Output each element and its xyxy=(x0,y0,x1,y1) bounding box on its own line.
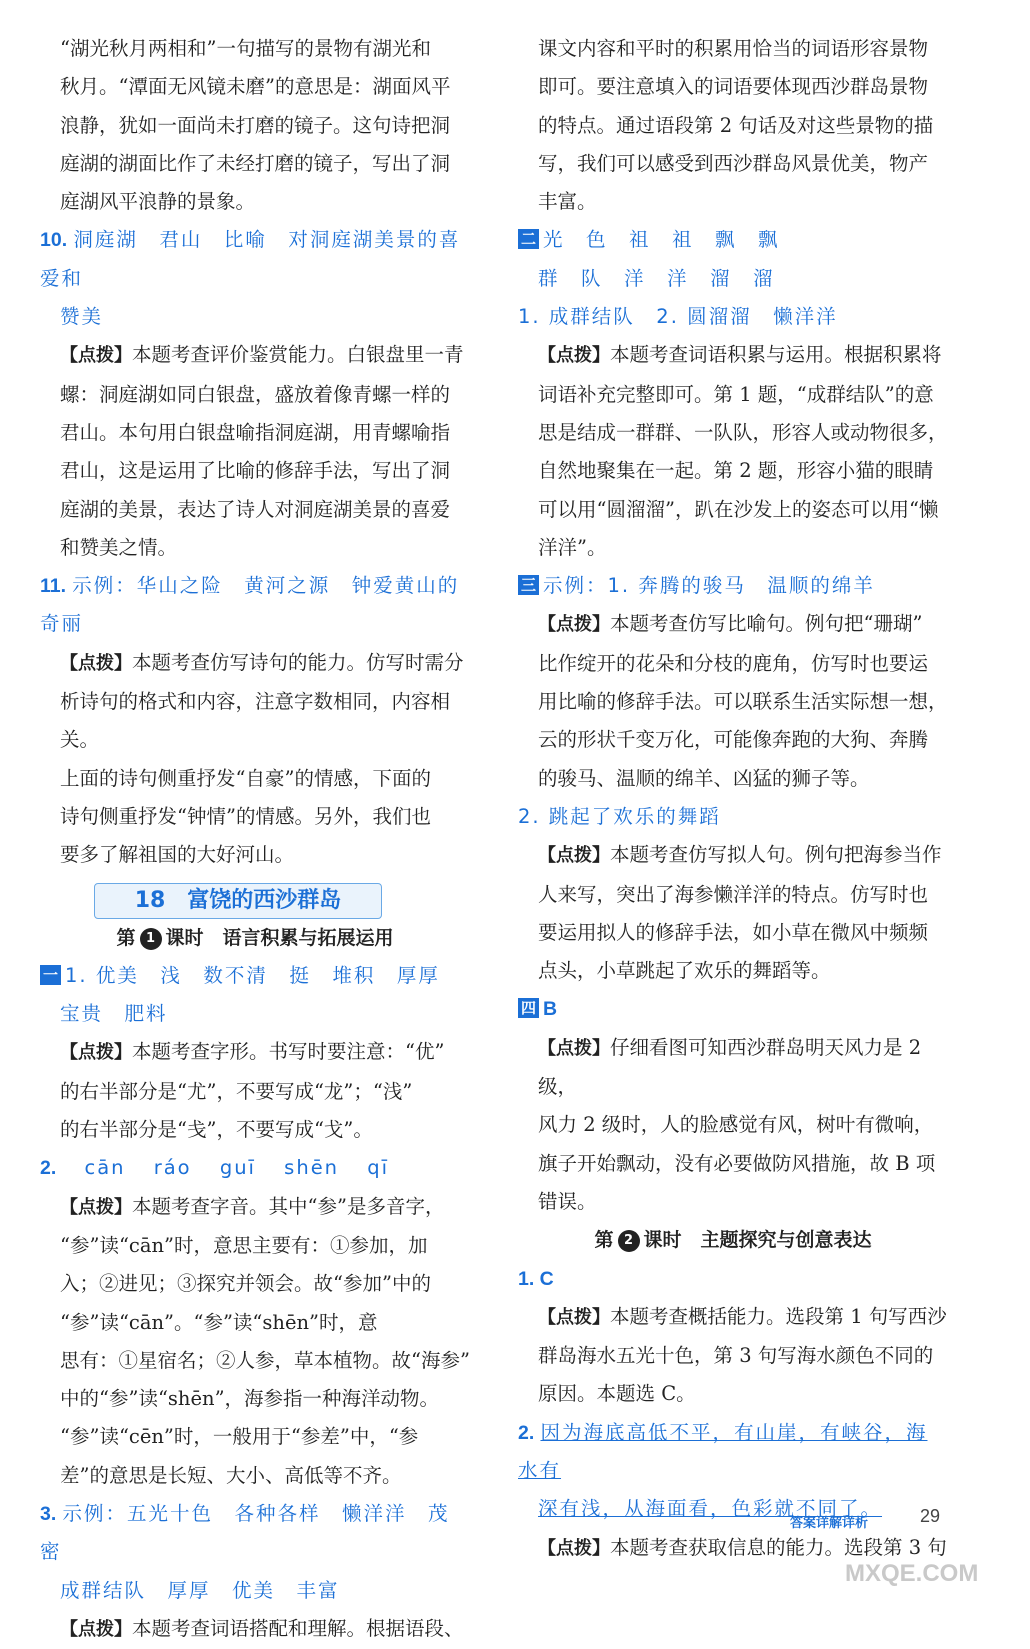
text-line: 和赞美之情。 xyxy=(60,535,178,559)
text-line: “参”读“cān”。“参”读“shēn”时，意 xyxy=(60,1310,378,1334)
text-line: 可以用“圆溜溜”，趴在沙发上的姿态可以用“懒 xyxy=(538,497,939,521)
answer-text: 1. 成群结队 2. 圆溜溜 懒洋洋 xyxy=(518,305,838,329)
section-2-answer xyxy=(518,221,948,259)
text-line: 课文内容和平时的积累用恰当的词语形容景物 xyxy=(538,37,929,60)
text-line: 的右半部分是“尤”，不要写成“龙”；“浅” xyxy=(60,1079,413,1103)
lesson-2-heading xyxy=(518,1221,948,1259)
answer-text: 成群结队 厚厚 优美 丰富 xyxy=(60,1578,340,1602)
section-1-q1 xyxy=(40,957,470,995)
text-line: 本题考查仿写诗句的能力。仿写时需分 xyxy=(132,650,464,674)
answer-text: 2. 跳起了欢乐的舞蹈 xyxy=(518,804,721,828)
sec3-explanation xyxy=(518,605,948,644)
q10-explanation xyxy=(40,336,470,375)
text-line: 君山，这是运用了比喻的修辞手法，写出了洞 xyxy=(60,459,451,483)
pinyin-answer: cān xyxy=(84,1156,126,1180)
text-line: 本题考查评价鉴赏能力。白银盘里一青 xyxy=(132,343,464,367)
section-badge: 二 xyxy=(518,229,539,249)
text-line: 原因。本题选 C。 xyxy=(538,1382,696,1406)
hint-tag: 【点拨】 xyxy=(538,1537,610,1559)
question-number: 2. xyxy=(40,1157,57,1180)
section-badge: 四 xyxy=(518,998,539,1018)
text-line: 的右半部分是“戋”，不要写成“戈”。 xyxy=(60,1118,373,1142)
page-number: 29 xyxy=(920,1506,941,1526)
text-line: 上面的诗句侧重抒发“自豪”的情感，下面的 xyxy=(60,766,431,790)
text-line: 本题考查获取信息的能力。选段第 3 句 xyxy=(610,1535,947,1559)
question-number: 2. xyxy=(518,1421,535,1444)
text-line: 群岛海水五光十色，第 3 句写海水颜色不同的 xyxy=(538,1344,934,1368)
hint-tag: 【点拨】 xyxy=(60,1618,132,1640)
answer-text: 因为海底高低不平，有山崖，有峡谷，海水有 xyxy=(518,1420,928,1482)
q10-answer xyxy=(40,221,470,298)
text-line: 本题考查字音。其中“参”是多音字， xyxy=(132,1194,445,1218)
text-line: 析诗句的格式和内容，注意字数相同，内容相关。 xyxy=(60,690,451,752)
text-line: 写，我们可以感受到西沙群岛风景优美，物产 xyxy=(538,151,929,175)
text-line: 庭湖风平浪静的景象。 xyxy=(60,190,256,214)
answer-text: 赞美 xyxy=(60,305,104,329)
hint-tag: 【点拨】 xyxy=(538,845,610,867)
text-line: “湖光秋月两相和”一句描写的景物有湖光和 xyxy=(60,37,431,60)
text-line: 君山。本句用白银盘喻指洞庭湖，用青螺喻指 xyxy=(60,420,451,444)
lesson-title-banner: 18 富饶的西沙群岛 xyxy=(94,883,382,919)
question-number: 10. xyxy=(40,229,68,252)
text-line: 旗子开始飘动，没有必要做防风措施，故 B 项 xyxy=(538,1151,936,1175)
text-line: 入；②进见；③探究并领会。故“参加”中的 xyxy=(60,1272,431,1296)
text-line: 洋洋”。 xyxy=(538,535,607,559)
text-line: “参”读“cān”时，意思主要有：①参加，加 xyxy=(60,1233,428,1257)
answer-text: 示例：五光十色 各种各样 懒洋洋 茂密 xyxy=(40,1501,450,1564)
text-line: 本题考查仿写比喻句。例句把“珊瑚” xyxy=(610,612,923,636)
text-line: 庭湖的湖面比作了未经打磨的镜子，写出了洞 xyxy=(60,151,451,175)
l2q2-answer xyxy=(518,1414,948,1491)
lesson-1-heading xyxy=(40,919,470,957)
text-line: 丰富。 xyxy=(538,190,597,214)
text-line: 庭湖的美景，表达了诗人对洞庭湖美景的喜爱 xyxy=(60,497,451,521)
sec2-explanation xyxy=(518,336,948,375)
s1q2-explanation xyxy=(40,1188,470,1227)
text-line: 词语补充完整即可。第 1 题，“成群结队”的意 xyxy=(538,382,934,406)
answer-text: 示例：华山之险 黄河之源 钟爱黄山的奇丽 xyxy=(40,574,460,636)
question-number: 3. xyxy=(40,1502,57,1525)
text-line: 诗句侧重抒发“钟情”的情感。另外，我们也 xyxy=(60,804,431,828)
answer-text: 宝贵 肥料 xyxy=(60,1002,168,1026)
text-line: 点头，小草跳起了欢乐的舞蹈等。 xyxy=(538,959,831,983)
answer-text: 1. C xyxy=(518,1267,554,1290)
footer-label: 答案详解详析 xyxy=(790,1516,869,1531)
answer-text: 1. 优美 浅 数不清 挺 堆积 厚厚 xyxy=(65,963,440,987)
text-line: 比作绽开的花朵和分枝的鹿角，仿写时也要运 xyxy=(538,651,929,675)
text-line: 仔细看图可知西沙群岛明天风力是 2 级， xyxy=(538,1035,922,1099)
text-line: 螺：洞庭湖如同白银盘，盛放着像青螺一样的 xyxy=(60,382,451,406)
text-line: 自然地聚集在一起。第 2 题，形容小猫的眼睛 xyxy=(538,459,934,483)
pinyin-answer: qī xyxy=(367,1156,390,1180)
s1q1-explanation xyxy=(40,1033,470,1072)
answer-text: 深有浅，从海面看，色彩就不同了。 xyxy=(538,1497,883,1521)
section-4-answer xyxy=(518,990,948,1028)
text-line: 本题考查词语积累与运用。根据积累将 xyxy=(610,343,942,367)
text-line: 差”的意思是长短、大小、高低等不齐。 xyxy=(60,1463,402,1487)
text-line: 浪静，犹如一面尚未打磨的镜子。这句诗把洞 xyxy=(60,113,451,137)
text-line: 要运用拟人的修辞手法，如小草在微风中频频 xyxy=(538,920,929,944)
text-line: 本题考查词语搭配和理解。根据语段、 xyxy=(132,1616,464,1640)
text-line: 本题考查仿写拟人句。例句把海参当作 xyxy=(610,843,942,867)
section-badge: 一 xyxy=(40,965,61,985)
q11-explanation xyxy=(40,644,470,683)
text-line: 错误。 xyxy=(538,1189,597,1213)
right-column xyxy=(518,30,948,1568)
hint-tag: 【点拨】 xyxy=(60,1196,132,1218)
hint-tag: 【点拨】 xyxy=(60,1042,132,1064)
text-line: 人来写，突出了海参懒洋洋的特点。仿写时也 xyxy=(538,882,929,906)
text-line: 的骏马、温顺的绵羊、凶猛的狮子等。 xyxy=(538,766,870,790)
s1q2-pinyin xyxy=(40,1149,470,1187)
text-line: 思是结成一群群、一队队，形容人或动物很多， xyxy=(538,420,948,444)
lesson-subtitle: 课时 主题探究与创意表达 xyxy=(643,1229,872,1252)
text-line: “参”读“cēn”时，一般用于“参差”中，“参 xyxy=(60,1425,419,1449)
hint-tag: 【点拨】 xyxy=(538,345,610,367)
lesson-prefix: 第 xyxy=(594,1229,614,1252)
text-line: 即可。要注意填入的词语要体现西沙群岛景物 xyxy=(538,75,929,99)
text-line: 的特点。通过语段第 2 句话及对这些景物的描 xyxy=(538,113,934,137)
section-3-answer xyxy=(518,567,948,605)
sec3-q2-explanation xyxy=(518,836,948,875)
left-column xyxy=(40,30,470,1649)
hint-tag: 【点拨】 xyxy=(538,1037,610,1059)
hint-tag: 【点拨】 xyxy=(60,345,132,367)
lesson-subtitle: 课时 语言积累与拓展运用 xyxy=(165,926,394,949)
text-line: 云的形状千变万化，可能像奔跑的大狗、奔腾 xyxy=(538,728,929,752)
text-line: 思有：①星宿名；②人参，草本植物。故“海参” xyxy=(60,1348,470,1372)
hint-tag: 【点拨】 xyxy=(60,652,132,674)
q9-explanation xyxy=(40,30,470,221)
q11-answer xyxy=(40,567,470,644)
pinyin-answer: shēn xyxy=(284,1156,340,1180)
pinyin-answer: ráo xyxy=(153,1156,192,1180)
text-line: 用比喻的修辞手法。可以联系生活实际想一想， xyxy=(538,690,948,714)
l2q1-explanation xyxy=(518,1298,948,1337)
answer-text: 示例：1. 奔腾的骏马 温顺的绵羊 xyxy=(543,574,875,598)
answer-text: 群 队 洋 洋 溜 溜 xyxy=(538,266,775,290)
lesson-number-badge: 2 xyxy=(618,1230,640,1252)
text-line: 风力 2 级时，人的脸感觉有风，树叶有微响， xyxy=(538,1113,934,1137)
question-number: 11. xyxy=(40,575,67,598)
lesson-number-badge: 1 xyxy=(140,928,162,950)
answer-text: 洞庭湖 君山 比喻 对洞庭湖美景的喜爱和 xyxy=(40,228,461,290)
lesson-prefix: 第 xyxy=(116,926,136,949)
text-line: 要多了解祖国的大好河山。 xyxy=(60,843,295,867)
sec4-explanation xyxy=(518,1029,948,1107)
s1q3-explanation xyxy=(40,1610,470,1649)
s1q3-answer xyxy=(40,1495,470,1572)
text-line: 本题考查概括能力。选段第 1 句写西沙 xyxy=(610,1304,947,1328)
hint-tag: 【点拨】 xyxy=(538,1306,610,1328)
watermark: MXQE.COM xyxy=(845,1560,979,1587)
section-badge: 三 xyxy=(518,575,539,595)
answer-text: B xyxy=(543,998,558,1021)
pinyin-answer: guī xyxy=(219,1156,256,1180)
text-line: 秋月。“潭面无风镜未磨”的意思是：湖面风平 xyxy=(60,75,451,99)
text-line: 本题考查字形。书写时要注意：“优” xyxy=(132,1040,445,1064)
text-line: 中的“参”读“shēn”，海参指一种海洋动物。 xyxy=(60,1387,440,1411)
answer-text: 光 色 祖 祖 飘 飘 xyxy=(543,228,780,252)
hint-tag: 【点拨】 xyxy=(538,614,610,636)
